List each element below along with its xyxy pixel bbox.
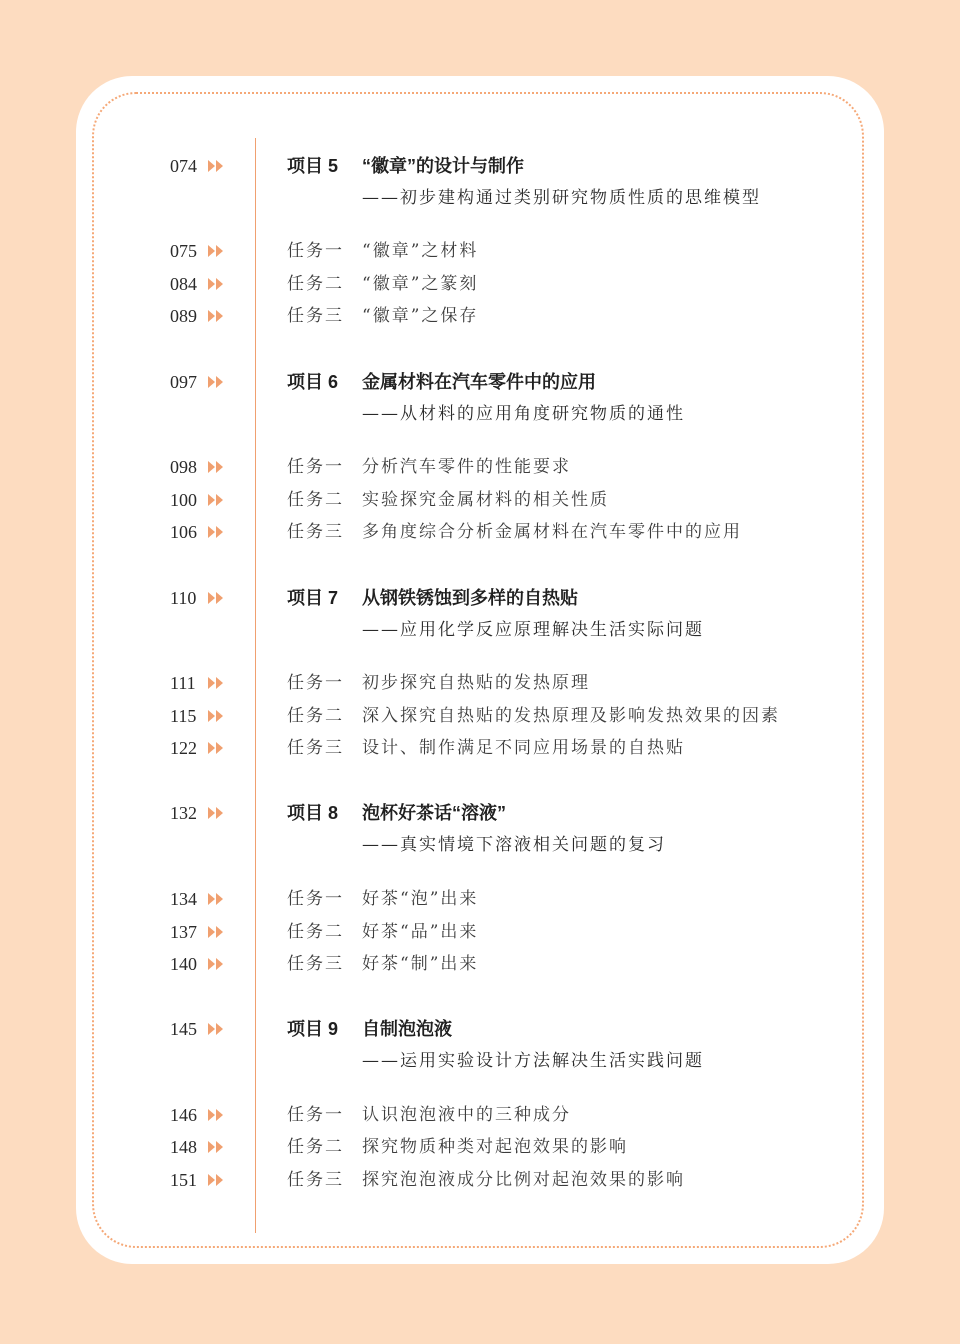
page-number: 122 <box>170 738 197 758</box>
project-subtitle: ——初步建构通过类别研究物质性质的思维模型 <box>362 188 761 208</box>
task-title: “徽章”之材料 <box>362 241 479 261</box>
page-number: 089 <box>170 306 197 326</box>
task-title: 探究物质种类对起泡效果的影响 <box>362 1137 628 1157</box>
double-chevron-right-icon <box>207 1173 227 1187</box>
double-chevron-right-icon <box>207 309 227 323</box>
page-number: 106 <box>170 522 197 542</box>
toc-task-entry[interactable] <box>0 300 960 332</box>
double-chevron-right-icon <box>207 1140 227 1154</box>
double-chevron-right-icon <box>207 159 227 173</box>
toc-task-entry[interactable] <box>0 948 960 980</box>
task-title: 实验探究金属材料的相关性质 <box>362 490 609 510</box>
project-title: 金属材料在汽车零件中的应用 <box>362 372 596 392</box>
task-label: 任务三 <box>287 306 344 326</box>
double-chevron-right-icon <box>207 493 227 507</box>
task-label: 任务一 <box>287 457 344 477</box>
double-chevron-right-icon <box>207 806 227 820</box>
project-title: 从钢铁锈蚀到多样的自热贴 <box>362 588 578 608</box>
task-title: 好茶“制”出来 <box>362 954 479 974</box>
page-number: 074 <box>170 156 197 176</box>
task-title: 认识泡泡液中的三种成分 <box>362 1105 571 1125</box>
page-number: 148 <box>170 1137 197 1157</box>
double-chevron-right-icon <box>207 709 227 723</box>
page-number: 132 <box>170 803 197 823</box>
double-chevron-right-icon <box>207 892 227 906</box>
task-label: 任务二 <box>287 922 344 942</box>
project-label: 项目 6 <box>287 372 339 392</box>
task-label: 任务一 <box>287 889 344 909</box>
task-label: 任务一 <box>287 673 344 693</box>
task-title: 探究泡泡液成分比例对起泡效果的影响 <box>362 1170 685 1190</box>
project-label: 项目 9 <box>287 1019 339 1039</box>
project-label: 项目 7 <box>287 588 339 608</box>
page-number: 100 <box>170 490 197 510</box>
page-number: 151 <box>170 1170 197 1190</box>
task-label: 任务一 <box>287 241 344 261</box>
task-title: 多角度综合分析金属材料在汽车零件中的应用 <box>362 522 742 542</box>
page-number: 075 <box>170 241 197 261</box>
double-chevron-right-icon <box>207 1108 227 1122</box>
toc-task-entry[interactable] <box>0 1099 960 1131</box>
task-title: 初步探究自热贴的发热原理 <box>362 673 590 693</box>
toc-task-entry[interactable] <box>0 883 960 915</box>
page-number: 084 <box>170 274 197 294</box>
project-subtitle: ——从材料的应用角度研究物质的通性 <box>362 404 685 424</box>
task-label: 任务三 <box>287 954 344 974</box>
double-chevron-right-icon <box>207 957 227 971</box>
page-number: 115 <box>170 706 197 726</box>
page-number: 134 <box>170 889 197 909</box>
double-chevron-right-icon <box>207 375 227 389</box>
toc-project-entry[interactable] <box>0 582 960 640</box>
toc-task-entry[interactable] <box>0 1164 960 1196</box>
toc-task-entry[interactable] <box>0 516 960 548</box>
toc-task-entry[interactable] <box>0 667 960 699</box>
page-number: 140 <box>170 954 197 974</box>
toc-task-entry[interactable] <box>0 732 960 764</box>
toc-task-entry[interactable] <box>0 268 960 300</box>
toc-task-entry[interactable] <box>0 700 960 732</box>
page-number: 137 <box>170 922 197 942</box>
toc-project-entry[interactable] <box>0 150 960 208</box>
task-label: 任务二 <box>287 490 344 510</box>
task-title: 深入探究自热贴的发热原理及影响发热效果的因素 <box>362 706 780 726</box>
double-chevron-right-icon <box>207 591 227 605</box>
project-label: 项目 5 <box>287 156 339 176</box>
toc-project-entry[interactable] <box>0 366 960 424</box>
task-label: 任务一 <box>287 1105 344 1125</box>
project-title: “徽章”的设计与制作 <box>362 156 524 176</box>
toc-task-entry[interactable] <box>0 1131 960 1163</box>
double-chevron-right-icon <box>207 460 227 474</box>
toc-task-entry[interactable] <box>0 916 960 948</box>
double-chevron-right-icon <box>207 525 227 539</box>
double-chevron-right-icon <box>207 277 227 291</box>
task-label: 任务二 <box>287 706 344 726</box>
project-label: 项目 8 <box>287 803 339 823</box>
project-title: 泡杯好茶话“溶液” <box>362 803 506 823</box>
task-title: 分析汽车零件的性能要求 <box>362 457 571 477</box>
double-chevron-right-icon <box>207 1022 227 1036</box>
project-subtitle: ——应用化学反应原理解决生活实际问题 <box>362 620 704 640</box>
task-label: 任务三 <box>287 1170 344 1190</box>
double-chevron-right-icon <box>207 676 227 690</box>
task-label: 任务二 <box>287 274 344 294</box>
page-number: 097 <box>170 372 197 392</box>
page-number: 145 <box>170 1019 197 1039</box>
double-chevron-right-icon <box>207 244 227 258</box>
toc-project-entry[interactable] <box>0 797 960 855</box>
toc-task-entry[interactable] <box>0 451 960 483</box>
task-label: 任务二 <box>287 1137 344 1157</box>
toc-project-entry[interactable] <box>0 1013 960 1071</box>
double-chevron-right-icon <box>207 741 227 755</box>
page-number: 111 <box>170 673 196 693</box>
page-number: 110 <box>170 588 197 608</box>
task-title: 好茶“泡”出来 <box>362 889 479 909</box>
toc-task-entry[interactable] <box>0 235 960 267</box>
task-title: 好茶“品”出来 <box>362 922 479 942</box>
task-title: “徽章”之保存 <box>362 306 479 326</box>
task-label: 任务三 <box>287 522 344 542</box>
task-title: “徽章”之篆刻 <box>362 274 479 294</box>
task-title: 设计、制作满足不同应用场景的自热贴 <box>362 738 685 758</box>
task-label: 任务三 <box>287 738 344 758</box>
project-subtitle: ——运用实验设计方法解决生活实践问题 <box>362 1051 704 1071</box>
toc-task-entry[interactable] <box>0 484 960 516</box>
page-number: 098 <box>170 457 197 477</box>
double-chevron-right-icon <box>207 925 227 939</box>
project-title: 自制泡泡液 <box>362 1019 452 1039</box>
page-number: 146 <box>170 1105 197 1125</box>
project-subtitle: ——真实情境下溶液相关问题的复习 <box>362 835 666 855</box>
